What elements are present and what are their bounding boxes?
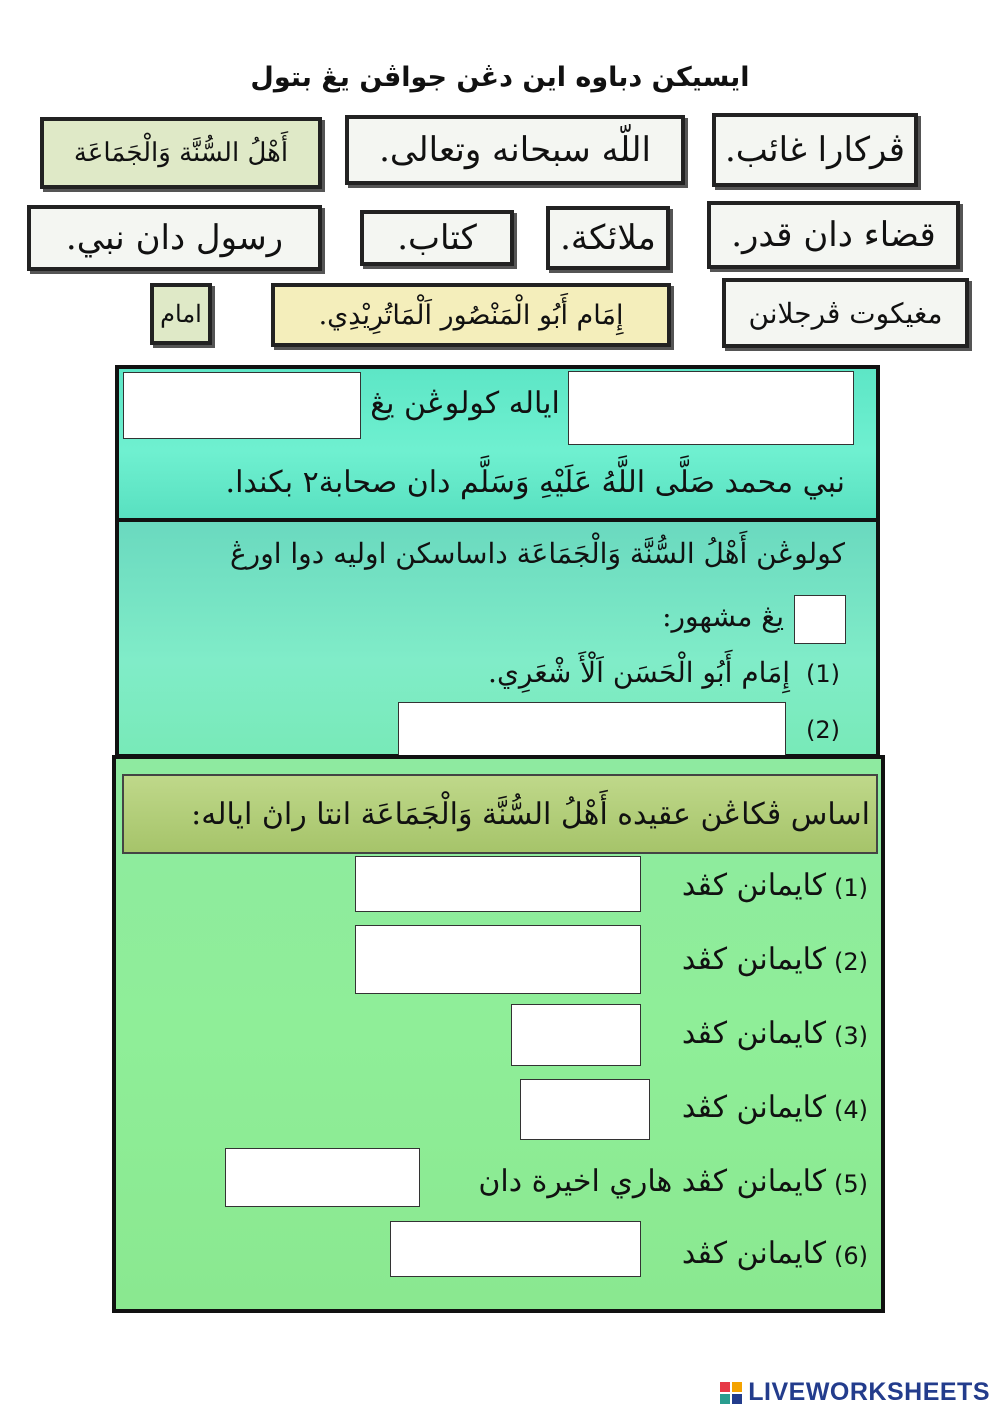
drop-box-2a[interactable]: [794, 595, 846, 644]
liveworksheets-logo-icon: [720, 1382, 742, 1404]
pillar-3-number: (3): [834, 1022, 868, 1050]
pillar-1-number: (1): [834, 874, 868, 902]
pillar-6-number: (6): [834, 1242, 868, 1270]
chip-imam-abu-mansur[interactable]: إِمَام أَبُو الْمَنْصُور اَلْمَاتُرِيْدِي.: [271, 283, 671, 347]
pillar-4-text: كايمانن كڤد: [681, 1090, 826, 1125]
chip-ahlus-sunnah[interactable]: أَهْلُ السُّنَّة وَالْجَمَاعَة: [40, 117, 322, 189]
pillar-5-text: كايمانن كڤد هاري اخيرة دان: [478, 1164, 826, 1199]
drop-box-3-2[interactable]: [355, 925, 641, 994]
chip-allah-subhanahu[interactable]: اللّه سبحانه وتعالى.: [345, 115, 685, 185]
drop-box-1a[interactable]: [123, 372, 361, 439]
founders-line2: يڠ مشهور:: [662, 600, 784, 633]
pillar-6-text: كايمانن كڤد: [681, 1236, 826, 1271]
pillar-2-text: كايمانن كڤد: [681, 942, 826, 977]
chip-imam[interactable]: امام: [150, 283, 212, 345]
founder-1-number: (1): [806, 660, 840, 688]
chip-rasul-dan-nabi[interactable]: رسول دان نبي.: [27, 205, 322, 271]
pillars-banner: اساس ڤكاڠن عقيده أَهْلُ السُّنَّة وَالْجَمَاعَة انتا راڽ اياله:: [122, 774, 878, 854]
chip-qada-dan-qadar[interactable]: قضاء دان قدر.: [707, 201, 960, 269]
chip-mengikut-perjalanan[interactable]: مغيكوت ڤرجلانن: [722, 278, 969, 348]
drop-box-3-6[interactable]: [390, 1221, 641, 1277]
pillar-1-text: كايمانن كڤد: [681, 868, 826, 903]
drop-box-3-5[interactable]: [225, 1148, 420, 1207]
chip-malaikat[interactable]: ملائكة.: [546, 206, 670, 270]
pillar-4-number: (4): [834, 1096, 868, 1124]
drop-box-1b[interactable]: [568, 371, 854, 445]
pillar-2-number: (2): [834, 948, 868, 976]
definition-line2: نبي محمد صَلَّى اللَّهُ عَلَيْهِ وَسَلَّم دان صحابة٢ بكندا.: [225, 465, 845, 500]
pillar-3-text: كايمانن كڤد: [681, 1016, 826, 1051]
founder-2-number: (2): [806, 716, 840, 744]
definition-line1: اياله كولوڠن يڠ: [370, 386, 560, 421]
drop-box-3-4[interactable]: [520, 1079, 650, 1140]
founders-line1: كولوڠن أَهْلُ السُّنَّة وَالْجَمَاعَة داساسكن اوليه دوا اورڠ: [229, 537, 845, 570]
liveworksheets-brand-text: LIVEWORKSHEETS: [748, 1378, 990, 1406]
drop-box-3-3[interactable]: [511, 1004, 641, 1066]
drop-box-3-1[interactable]: [355, 856, 641, 912]
chip-kitab[interactable]: كتاب.: [360, 210, 514, 266]
worksheet-title: ايسيكن دباوه اين دڠن جواڤن يڠ بتول: [250, 62, 750, 93]
pillar-5-number: (5): [834, 1170, 868, 1198]
founder-1-name: إِمَام أَبُو الْحَسَن اَلْأَ شْعَرِي.: [488, 656, 790, 689]
liveworksheets-logo: [720, 1378, 990, 1407]
chip-perkara-ghaib[interactable]: ڤركارا غائب.: [712, 113, 918, 187]
drop-box-2b[interactable]: [398, 702, 786, 758]
